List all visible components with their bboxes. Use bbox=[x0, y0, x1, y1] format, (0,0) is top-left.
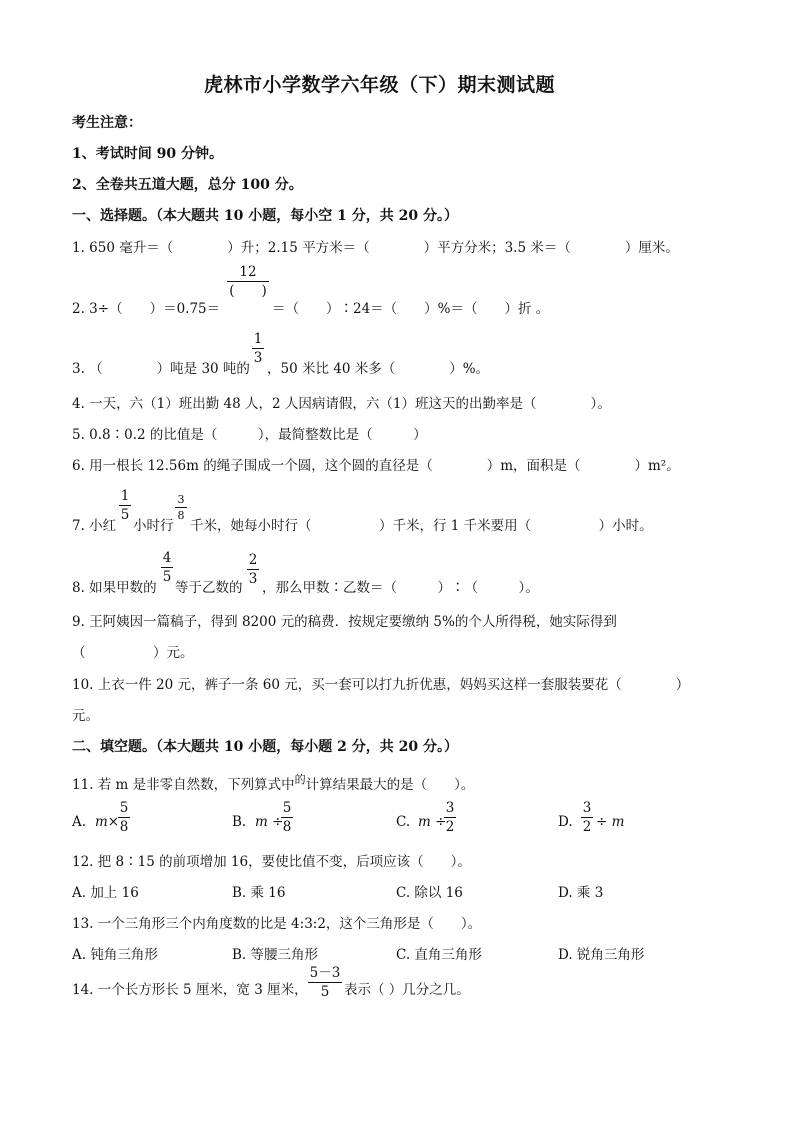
fraction-denominator: 5 bbox=[162, 569, 172, 585]
option-11a-label: A. bbox=[72, 814, 87, 830]
option-13d: D. 锐角三角形 bbox=[558, 947, 645, 963]
question-8-fraction-2 bbox=[247, 552, 259, 587]
option-11d-fraction bbox=[581, 800, 593, 835]
question-14-part2: 表示（ ）几分之几。 bbox=[344, 982, 470, 998]
question-2-part2: ＝（ ）∶24＝（ ）%＝（ ）折 。 bbox=[272, 301, 550, 317]
question-13-stem: 13. 一个三角形三个内角度数的比是 4:3:2，这个三角形是（ ）。 bbox=[72, 916, 482, 932]
fraction-denominator: 8 bbox=[282, 819, 292, 835]
fraction-denominator: ( ) bbox=[229, 283, 267, 299]
option-11c-expr: m ÷ bbox=[418, 814, 447, 830]
question-8-part3: ，那么甲数∶乙数＝（ ）∶（ ）。 bbox=[262, 580, 539, 596]
question-11-stem-raised: 的 bbox=[294, 773, 306, 786]
option-13b: B. 等腰三角形 bbox=[232, 947, 319, 963]
fraction-denominator: 5 bbox=[120, 507, 130, 523]
page-title: 虎林市小学数学六年级（下）期末测试题 bbox=[204, 74, 556, 96]
option-11d-expr: ÷ m bbox=[596, 814, 625, 830]
fraction-denominator: 3 bbox=[248, 571, 258, 587]
option-13c: C. 直角三角形 bbox=[396, 947, 482, 963]
fraction-bar bbox=[247, 569, 259, 570]
question-8-part2: 等于乙数的 bbox=[175, 580, 243, 596]
notice-item-1: 1、考试时间 90 分钟。 bbox=[72, 146, 223, 162]
fraction-numerator: 12 bbox=[239, 264, 257, 280]
fraction-bar bbox=[308, 982, 342, 983]
option-12d: D. 乘 3 bbox=[558, 885, 604, 901]
option-11d-label: D. bbox=[558, 814, 573, 830]
fraction-numerator: 2 bbox=[248, 552, 258, 568]
fraction-bar bbox=[118, 817, 130, 818]
fraction-bar bbox=[161, 567, 173, 568]
question-8-fraction-1 bbox=[161, 550, 173, 585]
fraction-denominator: 2 bbox=[445, 819, 455, 835]
fraction-bar bbox=[581, 817, 593, 818]
question-3-part1: 3. （ ）吨是 30 吨的 bbox=[72, 361, 250, 377]
fraction-bar bbox=[281, 817, 293, 818]
fraction-denominator: 3 bbox=[253, 350, 263, 366]
fraction-numerator: 3 bbox=[582, 800, 592, 816]
notice-heading: 考生注意： bbox=[72, 115, 142, 131]
fraction-denominator: 5 bbox=[320, 984, 330, 1000]
section2-heading: 二、填空题。（本大题共 10 小题，每小题 2 分，共 20 分。） bbox=[72, 739, 458, 755]
fraction-bar bbox=[444, 817, 456, 818]
section1-heading: 一、选择题。（本大题共 10 小题，每小空 1 分，共 20 分。） bbox=[72, 208, 458, 224]
option-11b-expr: m ÷ bbox=[255, 814, 284, 830]
question-7-part1: 7. 小红 bbox=[72, 518, 117, 534]
fraction-numerator: 5 bbox=[282, 800, 292, 816]
fraction-numerator: 5－3 bbox=[309, 965, 341, 981]
option-11a-expr: m× bbox=[95, 814, 120, 830]
question-10-line1: 10. 上衣一件 20 元，裤子一条 60 元，买一套可以打九折优惠，妈妈买这样一套服装要花（ ） bbox=[72, 677, 690, 693]
question-14-part1: 14. 一个长方形长 5 厘米，宽 3 厘米， bbox=[72, 982, 308, 998]
option-12b: B. 乘 16 bbox=[232, 885, 286, 901]
option-12c: C. 除以 16 bbox=[396, 885, 463, 901]
question-3-fraction bbox=[252, 331, 264, 366]
option-12a: A. 加上 16 bbox=[72, 885, 139, 901]
option-11b-fraction bbox=[281, 800, 293, 835]
option-11a-fraction bbox=[118, 800, 130, 835]
question-9-line2: （ ）元。 bbox=[72, 645, 194, 661]
question-10-line2: 元。 bbox=[72, 708, 99, 724]
question-4: 4. 一天，六（1）班出勤 48 人，2 人因病请假，六（1）班这天的出勤率是（ ）。 bbox=[72, 396, 611, 412]
question-12-stem: 12. 把 8∶15 的前项增加 16，要使比值不变，后项应该（ ）。 bbox=[72, 854, 471, 870]
fraction-numerator: 4 bbox=[162, 550, 172, 566]
question-11-stem bbox=[72, 773, 474, 793]
fraction-denominator: 8 bbox=[177, 509, 185, 522]
option-11c-fraction bbox=[444, 800, 456, 835]
question-7-part3: 千米，她每小时行（ ）千米，行 1 千米要用（ ）小时。 bbox=[190, 518, 653, 534]
fraction-denominator: 8 bbox=[119, 819, 129, 835]
question-6: 6. 用一根长 12.56m 的绳子围成一个圆，这个圆的直径是（ ）m，面积是（ ）m²。 bbox=[72, 458, 680, 474]
question-7-fraction-1 bbox=[119, 488, 131, 523]
fraction-numerator: 1 bbox=[120, 488, 130, 504]
notice-item-2: 2、全卷共五道大题，总分 100 分。 bbox=[72, 177, 303, 193]
question-9-line1: 9. 王阿姨因一篇稿子，得到 8200 元的稿费．按规定要缴纳 5%的个人所得税，她实际得到 bbox=[72, 614, 617, 630]
option-11b-label: B. bbox=[232, 814, 247, 830]
fraction-numerator: 3 bbox=[445, 800, 455, 816]
option-13a: A. 钝角三角形 bbox=[72, 947, 158, 963]
fraction-numerator: 1 bbox=[253, 331, 263, 347]
question-7-fraction-2 bbox=[175, 493, 187, 522]
fraction-numerator: 3 bbox=[177, 493, 185, 506]
fraction-bar bbox=[227, 281, 269, 282]
question-3-part2: ，50 米比 40 米多（ ）%。 bbox=[267, 361, 490, 377]
question-2-part1: 2. 3÷（ ）＝0.75＝ bbox=[72, 301, 221, 317]
fraction-numerator: 5 bbox=[119, 800, 129, 816]
question-2-fraction bbox=[227, 264, 269, 299]
question-1: 1. 650 毫升＝（ ）升；2.15 平方米＝（ ）平方分米；3.5 米＝（ ）厘米。 bbox=[72, 240, 679, 256]
question-5: 5. 0.8∶0.2 的比值是（ ），最简整数比是（ ） bbox=[72, 427, 427, 443]
fraction-bar bbox=[252, 348, 264, 349]
fraction-bar bbox=[119, 505, 131, 506]
question-7-part2: 小时行 bbox=[133, 518, 174, 534]
fraction-denominator: 2 bbox=[582, 819, 592, 835]
fraction-bar bbox=[175, 507, 187, 508]
question-8-part1: 8. 如果甲数的 bbox=[72, 580, 157, 596]
option-11c-label: C. bbox=[396, 814, 411, 830]
question-14-fraction bbox=[308, 965, 342, 1000]
question-11-stem-rest: 计算结果最大的是（ ）。 bbox=[305, 777, 475, 793]
question-11-stem-text: 11. 若 m 是非零自然数，下列算式中 bbox=[72, 777, 295, 793]
